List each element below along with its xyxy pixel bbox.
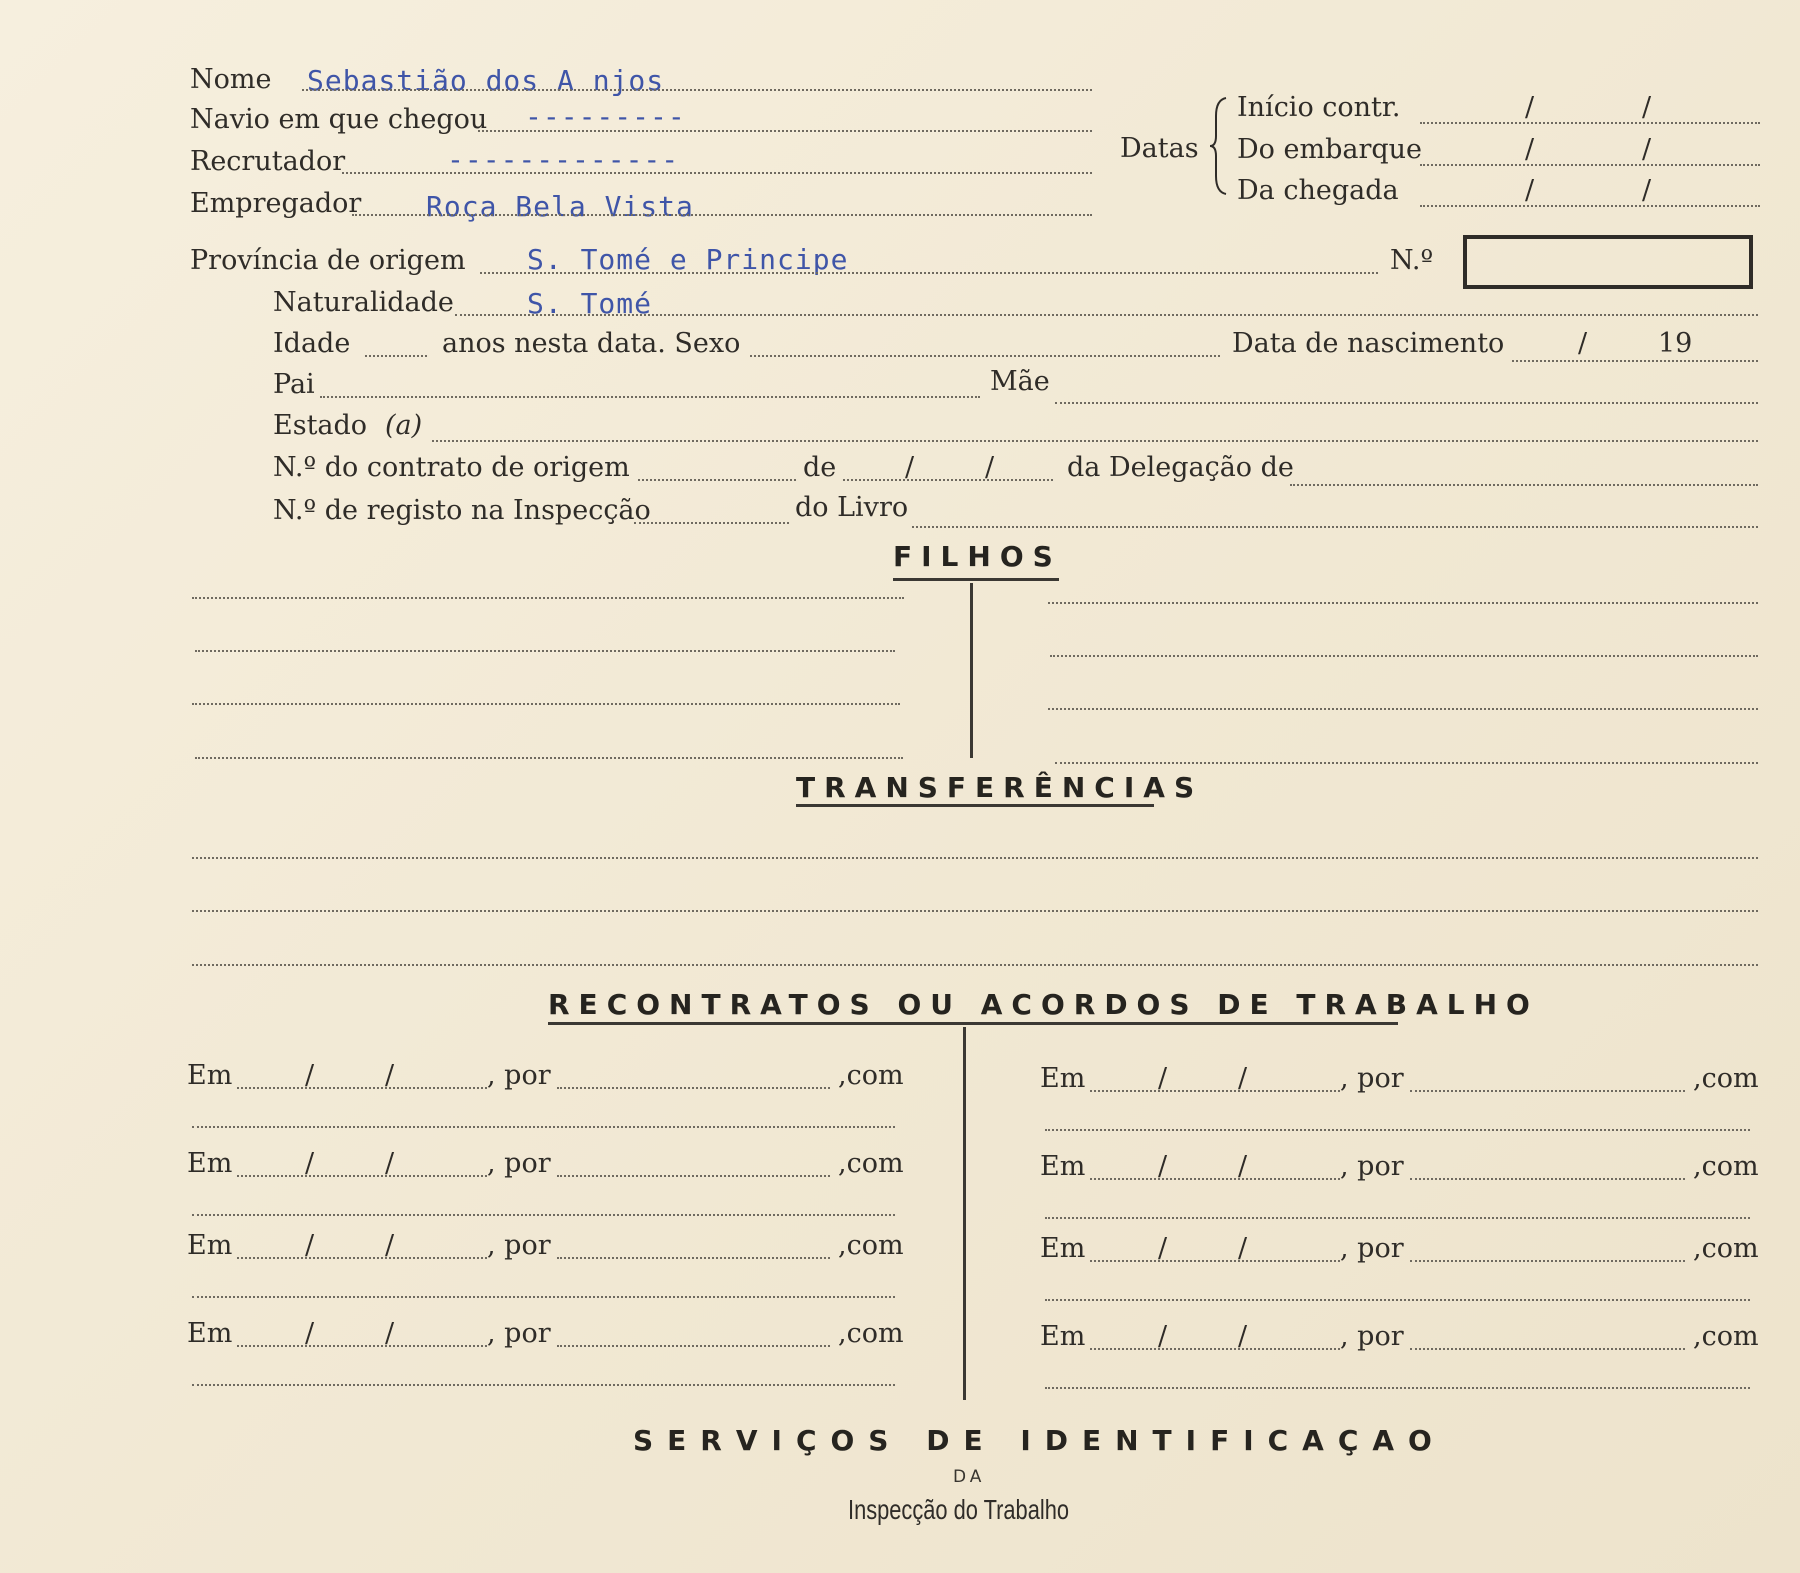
- delegacao-label: da Delegação de: [1067, 452, 1294, 483]
- recontrato-right-1-line-2: [1045, 1129, 1750, 1131]
- contrato-date-line: [843, 479, 1053, 481]
- contrato-line: [638, 479, 796, 481]
- estado-line: [432, 440, 1758, 442]
- recontratos-underline: [548, 1022, 1398, 1025]
- transferencias-line-1: [192, 857, 1758, 859]
- provincia-label: Província de origem: [190, 245, 466, 276]
- recontrato-left-2-por: , por: [487, 1148, 551, 1179]
- recontrato-left-1-por-line: [557, 1087, 830, 1089]
- filhos-underline: [893, 578, 1059, 581]
- estado-note: (a): [385, 410, 423, 441]
- filhos-divider: [970, 583, 973, 758]
- recontrato-right-4-line-2: [1045, 1387, 1750, 1389]
- delegacao-line: [1290, 484, 1758, 486]
- recontrato-left-2-por-line: [557, 1175, 830, 1177]
- footer-inspeccao: Inspecção do Trabalho: [848, 1494, 1069, 1525]
- recontrato-left-1-em: Em: [187, 1060, 233, 1091]
- recontrato-right-2-por: , por: [1340, 1151, 1404, 1182]
- contrato-label: N.º do contrato de origem: [273, 452, 630, 483]
- idade-label: Idade: [273, 328, 351, 359]
- naturalidade-label: Naturalidade: [273, 287, 454, 318]
- recontrato-right-3-por-line: [1410, 1260, 1685, 1262]
- recontrato-right-1-por-line: [1410, 1090, 1685, 1092]
- recontrato-left-2-em: Em: [187, 1148, 233, 1179]
- recontrato-right-1-por: , por: [1340, 1063, 1404, 1094]
- nome-label: Nome: [190, 64, 272, 95]
- inicio-label: Início contr.: [1237, 92, 1401, 123]
- recontrato-right-3-slash-1: /: [1158, 1233, 1168, 1264]
- anos-sexo-label: anos nesta data. Sexo: [442, 328, 741, 359]
- recontrato-left-1-line-2: [192, 1126, 895, 1128]
- sexo-line: [750, 355, 1220, 357]
- recontrato-right-2-date-line: [1090, 1178, 1340, 1180]
- transferencias-line-2: [192, 910, 1758, 912]
- embarque-label: Do embarque: [1237, 134, 1423, 165]
- livro-label: do Livro: [795, 492, 909, 523]
- filhos-right-line-2: [1050, 655, 1758, 657]
- recontrato-right-3-date-line: [1090, 1260, 1340, 1262]
- recontrato-left-3-date-line: [237, 1257, 487, 1259]
- recontrato-left-4-por: , por: [487, 1318, 551, 1349]
- recontrato-right-4-em: Em: [1040, 1321, 1086, 1352]
- recontrato-right-1-com: ,com: [1693, 1063, 1759, 1094]
- nascimento-slash: /: [1578, 328, 1588, 359]
- naturalidade-line: [455, 314, 1758, 316]
- recontrato-right-3-slash-2: /: [1238, 1233, 1248, 1264]
- transferencias-line-3: [192, 964, 1758, 966]
- empregador-line: [352, 214, 1092, 216]
- recontrato-left-2-com: ,com: [838, 1148, 904, 1179]
- filhos-left-line-4: [195, 757, 903, 759]
- recontrato-right-4-por: , por: [1340, 1321, 1404, 1352]
- recontrato-right-2-slash-1: /: [1158, 1151, 1168, 1182]
- contrato-slash-1: /: [905, 452, 915, 483]
- recontrato-right-1-date-line: [1090, 1090, 1340, 1092]
- recontrato-left-1-slash-1: /: [305, 1060, 315, 1091]
- filhos-left-line-2: [195, 650, 895, 652]
- provincia-line: [480, 272, 1378, 274]
- filhos-heading: FILHOS: [893, 540, 1062, 573]
- recontrato-right-2-em: Em: [1040, 1151, 1086, 1182]
- recontrato-left-4-slash-1: /: [305, 1318, 315, 1349]
- inicio-line: [1420, 122, 1760, 124]
- filhos-right-line-3: [1048, 708, 1758, 710]
- recontrato-left-3-por-line: [557, 1257, 830, 1259]
- nome-line: [302, 89, 1092, 91]
- numero-label: N.º: [1390, 245, 1434, 276]
- recontrato-right-1-slash-2: /: [1238, 1063, 1248, 1094]
- empregador-label: Empregador: [190, 188, 362, 219]
- navio-line: [478, 130, 1092, 132]
- recontrato-right-3-em: Em: [1040, 1233, 1086, 1264]
- recontrato-left-1-por: , por: [487, 1060, 551, 1091]
- chegada-slash-1: /: [1525, 175, 1535, 206]
- recontrato-left-2-slash-1: /: [305, 1148, 315, 1179]
- numero-box: [1463, 235, 1753, 289]
- chegada-label: Da chegada: [1237, 175, 1399, 206]
- datas-label: Datas: [1120, 133, 1199, 164]
- navio-label: Navio em que chegou: [190, 104, 488, 135]
- pai-label: Pai: [273, 369, 315, 400]
- mae-line: [1055, 402, 1758, 404]
- recontrato-left-1-com: ,com: [838, 1060, 904, 1091]
- recontrato-left-3-por: , por: [487, 1230, 551, 1261]
- contrato-de: de: [803, 452, 837, 483]
- recontratos-divider: [963, 1027, 966, 1400]
- estado-label: Estado: [273, 410, 368, 441]
- chegada-line: [1420, 205, 1760, 207]
- recontrato-left-4-date-line: [237, 1345, 487, 1347]
- recontrato-left-3-slash-2: /: [385, 1230, 395, 1261]
- recontrato-left-3-slash-1: /: [305, 1230, 315, 1261]
- recontrato-right-4-date-line: [1090, 1348, 1340, 1350]
- provincia-value: S. Tomé e Principe: [527, 243, 849, 276]
- registo-label: N.º de registo na Inspecção: [273, 495, 651, 526]
- mae-label: Mãe: [990, 366, 1050, 397]
- transferencias-underline: [796, 804, 1154, 807]
- recontrato-right-3-com: ,com: [1693, 1233, 1759, 1264]
- recontrato-left-4-por-line: [557, 1345, 830, 1347]
- recontratos-heading: RECONTRATOS OU ACORDOS DE TRABALHO: [548, 988, 1539, 1021]
- recontrato-left-3-em: Em: [187, 1230, 233, 1261]
- recrutador-label: Recrutador: [190, 146, 346, 177]
- nascimento-line: [1512, 360, 1758, 362]
- embarque-slash-2: /: [1642, 134, 1652, 165]
- recontrato-right-2-por-line: [1410, 1178, 1685, 1180]
- inicio-slash-2: /: [1642, 92, 1652, 123]
- recontrato-right-4-slash-1: /: [1158, 1321, 1168, 1352]
- nome-value: Sebastião dos A njos: [307, 64, 665, 97]
- embarque-slash-1: /: [1525, 134, 1535, 165]
- footer-title: SERVIÇOS DE IDENTIFICAÇAO: [633, 1424, 1446, 1457]
- filhos-right-line-1: [1048, 602, 1758, 604]
- footer-da: DA: [953, 1467, 986, 1487]
- inicio-slash-1: /: [1525, 92, 1535, 123]
- recontrato-right-2-line-2: [1045, 1217, 1750, 1219]
- empregador-value: Roça Bela Vista: [426, 190, 694, 223]
- recontrato-right-4-com: ,com: [1693, 1321, 1759, 1352]
- recontrato-left-4-com: ,com: [838, 1318, 904, 1349]
- filhos-left-line-1: [192, 597, 904, 599]
- nascimento-label: Data de nascimento: [1232, 328, 1505, 359]
- recontrato-left-3-com: ,com: [838, 1230, 904, 1261]
- recontrato-left-4-line-2: [192, 1384, 895, 1386]
- recontrato-left-3-line-2: [192, 1296, 895, 1298]
- livro-line: [912, 526, 1758, 528]
- recontrato-right-3-por: , por: [1340, 1233, 1404, 1264]
- recontrato-left-4-em: Em: [187, 1318, 233, 1349]
- idade-line: [365, 355, 427, 357]
- recontrato-right-2-com: ,com: [1693, 1151, 1759, 1182]
- recontrato-left-2-line-2: [192, 1214, 895, 1216]
- filhos-left-line-3: [192, 703, 900, 705]
- recontrato-left-2-date-line: [237, 1175, 487, 1177]
- pai-line: [320, 396, 980, 398]
- recrutador-line: [342, 172, 1092, 174]
- transferencias-heading: TRANSFERÊNCIAS: [796, 771, 1204, 804]
- recontrato-right-4-slash-2: /: [1238, 1321, 1248, 1352]
- navio-value: ---------: [525, 100, 686, 133]
- recontrato-left-4-slash-2: /: [385, 1318, 395, 1349]
- recrutador-value: -------------: [447, 143, 680, 176]
- recontrato-right-1-em: Em: [1040, 1063, 1086, 1094]
- recontrato-left-1-slash-2: /: [385, 1060, 395, 1091]
- filhos-right-line-4: [1055, 762, 1758, 764]
- chegada-slash-2: /: [1642, 175, 1652, 206]
- recontrato-left-1-date-line: [237, 1087, 487, 1089]
- embarque-line: [1420, 164, 1760, 166]
- naturalidade-value: S. Tomé: [527, 287, 653, 320]
- nascimento-year: 19: [1658, 328, 1693, 359]
- registo-line: [634, 522, 789, 524]
- recontrato-right-2-slash-2: /: [1238, 1151, 1248, 1182]
- recontrato-left-2-slash-2: /: [385, 1148, 395, 1179]
- recontrato-right-4-por-line: [1410, 1348, 1685, 1350]
- contrato-slash-2: /: [985, 452, 995, 483]
- recontrato-right-1-slash-1: /: [1158, 1063, 1168, 1094]
- recontrato-right-3-line-2: [1045, 1299, 1750, 1301]
- curly-brace-icon: [1208, 96, 1230, 196]
